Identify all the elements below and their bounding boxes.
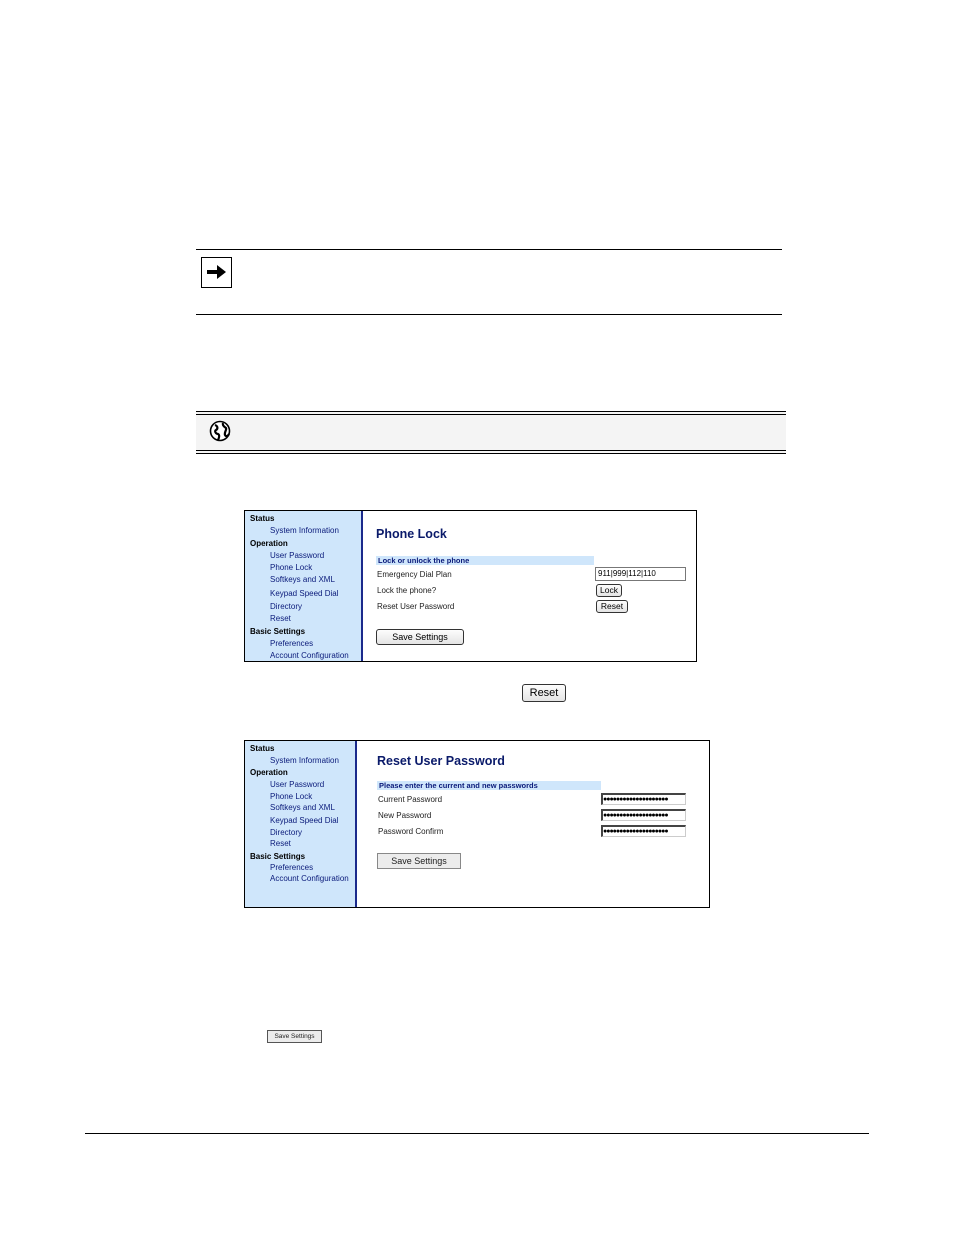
phone-lock-screenshot: [244, 510, 697, 662]
nav-operation[interactable]: Operation: [250, 768, 288, 777]
reset-button[interactable]: Reset: [596, 600, 628, 613]
lock-button[interactable]: Lock: [596, 584, 622, 597]
nav-status[interactable]: Status: [250, 514, 275, 523]
globe-icon: [209, 420, 231, 442]
page-title: Reset User Password: [377, 754, 505, 768]
inline-save-settings-button[interactable]: Save Settings: [267, 1030, 322, 1043]
password-confirm-input[interactable]: ●●●●●●●●●●●●●●●●●●●●: [601, 825, 686, 837]
nav-basic-settings[interactable]: Basic Settings: [250, 852, 306, 861]
new-password-input[interactable]: ●●●●●●●●●●●●●●●●●●●●: [601, 809, 686, 821]
nav-directory[interactable]: Directory: [270, 828, 303, 837]
nav-softkeys-and-xml[interactable]: Softkeys and XML: [270, 803, 335, 812]
section-header: Lock or unlock the phone: [376, 556, 594, 565]
nav-user-password[interactable]: User Password: [270, 780, 325, 789]
nav-phone-lock[interactable]: Phone Lock: [270, 563, 313, 572]
nav-account-configuration[interactable]: Account Configuration: [270, 651, 349, 660]
page-title: Phone Lock: [376, 527, 447, 541]
nav-reset[interactable]: Reset: [270, 839, 291, 848]
lock-phone-label: Lock the phone?: [377, 586, 437, 595]
current-password-input[interactable]: ●●●●●●●●●●●●●●●●●●●●: [601, 793, 686, 805]
nav-operation[interactable]: Operation: [250, 539, 288, 548]
reset-user-password-label: Reset User Password: [377, 602, 455, 611]
phone-lock-sidebar: [245, 511, 363, 661]
save-settings-button[interactable]: Save Settings: [377, 853, 461, 869]
inline-reset-button[interactable]: Reset: [522, 684, 566, 702]
nav-basic-settings[interactable]: Basic Settings: [250, 627, 306, 636]
nav-user-password[interactable]: User Password: [270, 551, 325, 560]
nav-status[interactable]: Status: [250, 744, 275, 753]
web-ui-box: [196, 411, 786, 454]
nav-preferences[interactable]: Preferences: [270, 863, 314, 872]
section-header: Please enter the current and new passwords: [377, 781, 601, 790]
nav-softkeys-and-xml[interactable]: Softkeys and XML: [270, 575, 335, 584]
note-box: [196, 249, 782, 315]
arrow-right-icon: [201, 257, 232, 288]
footer-divider: [85, 1133, 869, 1134]
nav-preferences[interactable]: Preferences: [270, 639, 314, 648]
reset-password-screenshot: [244, 740, 710, 908]
reset-password-sidebar: [245, 741, 357, 907]
nav-directory[interactable]: Directory: [270, 602, 303, 611]
nav-keypad-speed-dial[interactable]: Keypad Speed Dial: [270, 816, 339, 825]
new-password-label: New Password: [378, 811, 432, 820]
nav-reset[interactable]: Reset: [270, 614, 291, 623]
nav-account-configuration[interactable]: Account Configuration: [270, 874, 349, 883]
save-settings-button[interactable]: Save Settings: [376, 629, 464, 645]
password-confirm-label: Password Confirm: [378, 827, 444, 836]
nav-phone-lock[interactable]: Phone Lock: [270, 792, 313, 801]
nav-system-information[interactable]: System Information: [270, 756, 339, 765]
current-password-label: Current Password: [378, 795, 443, 804]
emergency-dial-plan-label: Emergency Dial Plan: [377, 570, 452, 579]
emergency-dial-plan-input[interactable]: 911|999|112|110: [595, 567, 686, 581]
nav-system-information[interactable]: System Information: [270, 526, 339, 535]
nav-keypad-speed-dial[interactable]: Keypad Speed Dial: [270, 589, 339, 598]
